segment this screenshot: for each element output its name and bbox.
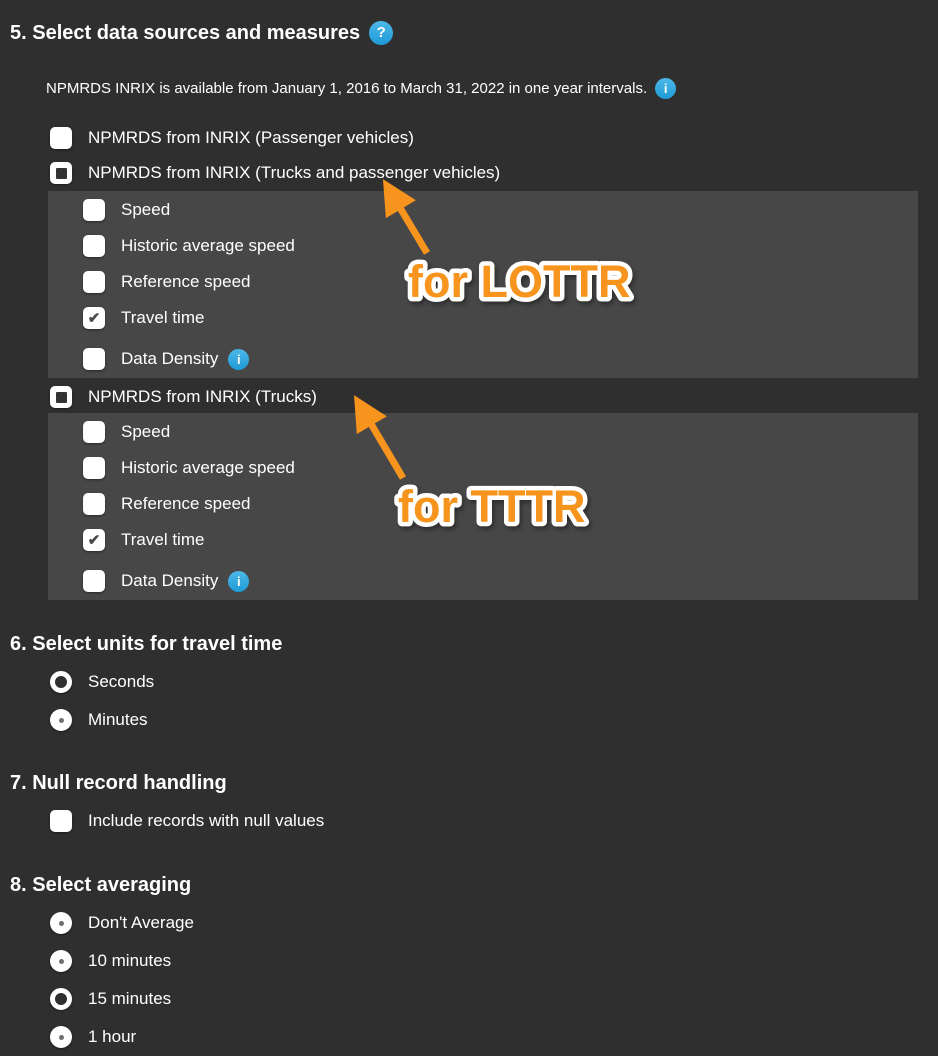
measure-label: Data Density (121, 349, 219, 368)
measure-row-travel-time[interactable] (48, 305, 918, 331)
measures-panel-trucks (48, 413, 918, 600)
radio-10-minutes[interactable] (50, 950, 72, 972)
source-row-trucks[interactable] (50, 384, 918, 410)
checkbox-speed[interactable] (83, 199, 105, 221)
measure-label: Data Density (121, 571, 219, 590)
section6-title: 6. Select units for travel time (10, 633, 283, 655)
availability-note (46, 78, 918, 99)
checkbox-trucks[interactable] (50, 386, 72, 408)
annotation-label-lottr: for LOTTR (408, 256, 631, 307)
radio-label: 15 minutes (88, 989, 172, 1008)
checkbox-travel-time[interactable] (83, 307, 105, 329)
source-row-trucks-passenger[interactable] (50, 160, 918, 186)
radio-1-hour[interactable] (50, 1026, 72, 1048)
radio-row-seconds[interactable] (50, 669, 918, 695)
checkbox-speed[interactable] (83, 421, 105, 443)
source-row-passenger[interactable] (50, 125, 918, 151)
checkbox-include-null-values[interactable] (50, 810, 72, 832)
measure-label: Reference speed (121, 494, 251, 513)
measure-label: Historic average speed (121, 458, 295, 477)
measure-label: Speed (121, 422, 171, 441)
measure-row-speed[interactable] (48, 197, 918, 223)
checkbox-reference-speed[interactable] (83, 271, 105, 293)
section5-title (10, 20, 918, 46)
section5-title-text: 5. Select data sources and measures (10, 22, 361, 44)
measures-panel-trucks-passenger (48, 191, 918, 378)
measure-row-data-density[interactable] (48, 568, 918, 594)
measure-row-historic-speed[interactable] (48, 455, 918, 481)
radio-row-dont-average[interactable] (50, 910, 918, 936)
radio-dont-average[interactable] (50, 912, 72, 934)
checkbox-travel-time[interactable] (83, 529, 105, 551)
measure-row-travel-time[interactable] (48, 527, 918, 553)
checkbox-historic-average-speed[interactable] (83, 457, 105, 479)
radio-label: 10 minutes (88, 951, 172, 970)
radio-row-minutes[interactable] (50, 707, 918, 733)
checkbox-passenger-vehicles[interactable] (50, 127, 72, 149)
measure-label: Historic average speed (121, 236, 295, 255)
info-icon[interactable]: i (228, 571, 249, 592)
source-label: NPMRDS from INRIX (Trucks) (88, 387, 317, 406)
checkbox-historic-average-speed[interactable] (83, 235, 105, 257)
radio-seconds[interactable] (50, 671, 72, 693)
radio-minutes[interactable] (50, 709, 72, 731)
radio-label: 1 hour (88, 1027, 137, 1046)
info-icon[interactable]: i (228, 349, 249, 370)
radio-label: Don't Average (88, 913, 194, 932)
help-icon[interactable]: ? (369, 21, 393, 45)
availability-note-text: NPMRDS INRIX is available from January 1, 2016 to March 31, 2022 in one year intervals. (46, 79, 648, 97)
measure-row-historic-speed[interactable] (48, 233, 918, 259)
measure-row-speed[interactable] (48, 419, 918, 445)
measure-row-reference-speed[interactable] (48, 491, 918, 517)
radio-row-15-minutes[interactable] (50, 986, 918, 1012)
source-label: NPMRDS from INRIX (Trucks and passenger vehicles) (88, 163, 501, 182)
measure-label: Reference speed (121, 272, 251, 291)
measure-label: Travel time (121, 530, 205, 549)
checkbox-row-null-values[interactable] (50, 808, 918, 834)
checkbox-trucks-and-passenger[interactable] (50, 162, 72, 184)
checkbox-data-density[interactable] (83, 570, 105, 592)
source-label: NPMRDS from INRIX (Passenger vehicles) (88, 128, 414, 147)
measure-label: Speed (121, 200, 171, 219)
measure-label: Travel time (121, 308, 205, 327)
section8-title: 8. Select averaging (10, 874, 192, 896)
radio-label: Seconds (88, 672, 155, 691)
measure-row-reference-speed[interactable] (48, 269, 918, 295)
checkbox-data-density[interactable] (83, 348, 105, 370)
checkbox-label: Include records with null values (88, 811, 325, 830)
annotation-label-tttr: for TTTR (398, 481, 586, 532)
radio-label: Minutes (88, 710, 148, 729)
measure-row-data-density[interactable] (48, 346, 918, 372)
radio-row-1-hour[interactable] (50, 1024, 918, 1050)
checkbox-reference-speed[interactable] (83, 493, 105, 515)
info-icon[interactable]: i (655, 78, 676, 99)
radio-15-minutes[interactable] (50, 988, 72, 1010)
radio-row-10-minutes[interactable] (50, 948, 918, 974)
section7-title: 7. Null record handling (10, 772, 227, 794)
